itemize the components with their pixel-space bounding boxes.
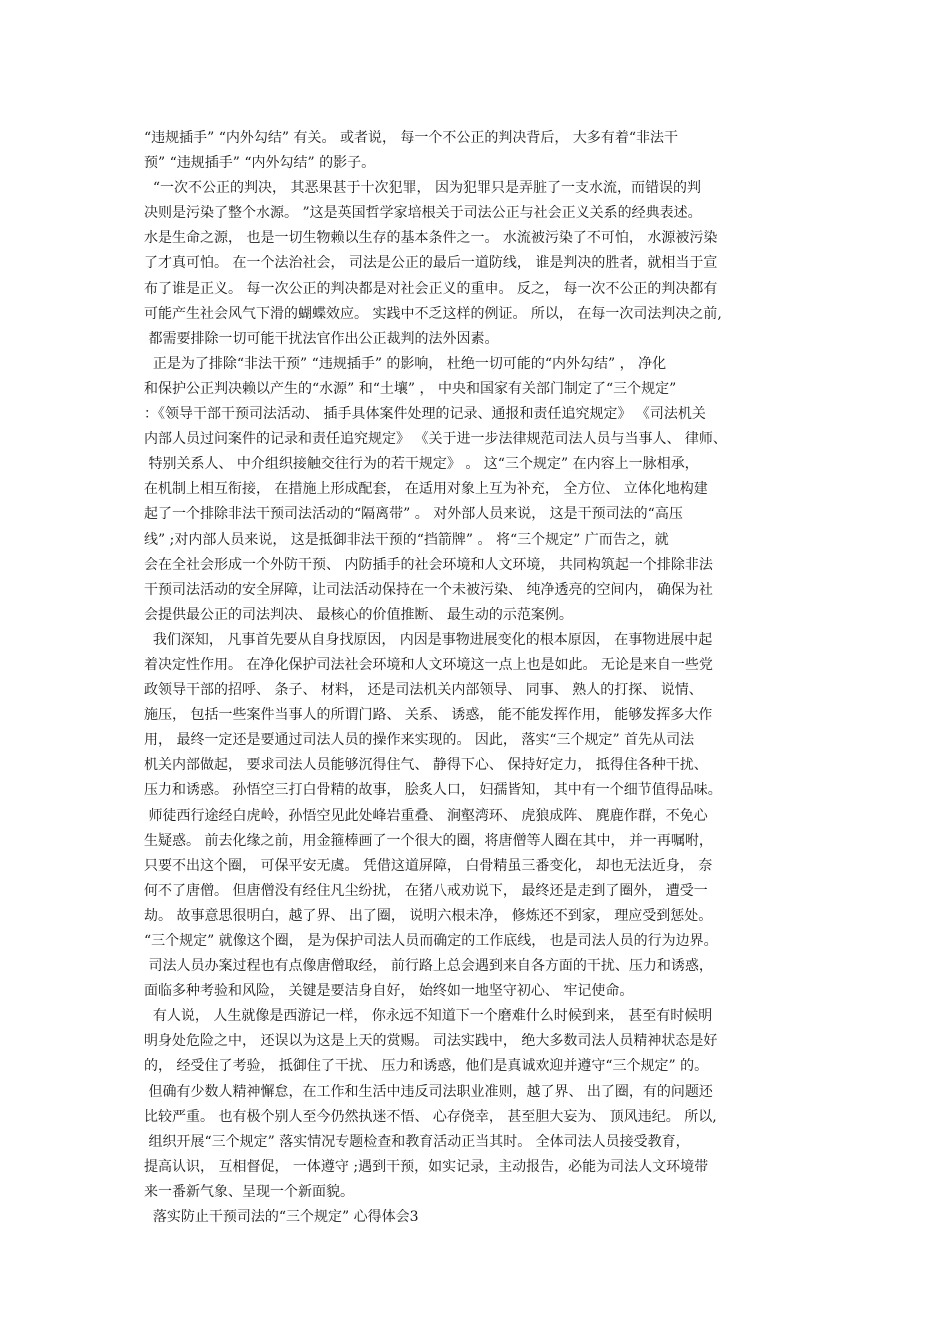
text-line: 机关内部做起， 要求司法人员能够沉得住气、 静得下心、 保持好定力， 抵得住各种干扰、: [144, 757, 708, 774]
text-line: 组织开展“三个规定” 落实情况专题检查和教育活动正当其时。 全体司法人员接受教育，: [144, 1133, 690, 1150]
text-line: 司法人员办案过程也有点像唐僧取经， 前行路上总会遇到来自各方面的干扰、压力和诱惑，: [144, 958, 713, 975]
text-line: 面临多种考验和风险， 关键是要洁身自好， 始终如一地坚守初心、 牢记使命。: [144, 983, 634, 1000]
text-line: 师徒西行途经白虎岭，孙悟空见此处峰岩重叠、 涧壑湾环、 虎狼成阵、 麂鹿作群，不免心: [144, 807, 708, 824]
text-line: 何不了唐僧。 但唐僧没有经住凡尘纷扰， 在猪八戒劝说下， 最终还是走到了圈外， 遭受一: [144, 882, 708, 899]
text-line: 决则是污染了整个水源。 ”这是英国哲学家培根关于司法公正与社会正义关系的经典表述。: [144, 205, 702, 222]
text-line: 内部人员过问案件的记录和责任追究规定》 《关于进一步法律规范司法人员与当事人、 律师、: [144, 431, 727, 448]
text-line: 的， 经受住了考验， 抵御住了干扰、 压力和诱惑，他们是真诚欢迎并遵守“三个规定” 的。: [144, 1058, 709, 1075]
text-line: 正是为了排除“非法干预” “违规插手” 的影响， 杜绝一切可能的“内外勾结” ， 净化: [144, 355, 667, 372]
text-line: 政领导干部的招呼、 条子、 材料， 还是司法机关内部领导、 同事、 熟人的打探、 说情、: [144, 682, 703, 699]
text-line: 会提供最公正的司法判决、 最核心的价值推断、 最生动的示范案例。: [144, 606, 573, 623]
text-line: 水是生命之源， 也是一切生物赖以生存的基本条件之一。 水流被污染了不可怕， 水源被污染: [144, 230, 718, 247]
text-line: 来一番新气象、呈现一个新面貌。: [144, 1183, 354, 1200]
text-line: 比较严重。 也有极个别人至今仍然执迷不悟、 心存侥幸， 甚至胆大妄为、 顶风违纪。 所以,: [144, 1108, 717, 1125]
text-line: 着决定性作用。 在净化保护司法社会环境和人文环境这一点上也是如此。 无论是来自一些党: [144, 656, 713, 673]
text-line: 起了一个排除非法干预司法活动的“隔离带” 。 对外部人员来说， 这是干预司法的“高压: [144, 506, 683, 523]
text-line: “一次不公正的判决， 其恶果甚于十次犯罪， 因为犯罪只是弄脏了一支水流，而错误的判: [144, 180, 701, 197]
text-line: 特别关系人、 中介组织接触交往行为的若干规定》 。 这“三个规定” 在内容上一脉相承，: [144, 456, 699, 473]
text-line: 施压， 包括一些案件当事人的所谓门路、 关系、 诱惑， 能不能发挥作用， 能够发挥多大作: [144, 707, 713, 724]
text-line: 只要不出这个圈， 可保平安无虞。 凭借这道屏障， 白骨精虽三番变化， 却也无法近身， 奈: [144, 857, 713, 874]
text-line: 了才真可怕。 在一个法治社会， 司法是公正的最后一道防线， 谁是判决的胜者，就相当于宣: [144, 255, 718, 272]
text-line: 用， 最终一定还是要通过司法人员的操作来实现的。 因此， 落实“三个规定” 首先从司法: [144, 732, 695, 749]
text-line: 压力和诱惑。 孙悟空三打白骨精的故事， 脍炙人口， 妇孺皆知， 其中有一个细节值得品味。: [144, 782, 722, 799]
text-line: 在机制上相互衔接， 在措施上形成配套， 在适用对象上互为补充， 全方位、 立体化地构建: [144, 481, 708, 498]
text-line: ：《领导干部干预司法活动、 插手具体案件处理的记录、通报和责任追究规定》 《司法机关: [144, 406, 706, 423]
text-line: 预” “违规插手” “内外勾结” 的影子。: [144, 155, 376, 172]
text-line: 布了谁是正义。 每一次公正的判决都是对社会正义的重申。 反之， 每一次不公正的判决都有: [144, 280, 718, 297]
text-line: 生疑惑。 前去化缘之前，用金箍棒画了一个很大的圈，将唐僧等人圈在其中， 并一再嘱咐，: [144, 832, 713, 849]
text-line: “违规插手” “内外勾结” 有关。 或者说， 每一个不公正的判决背后， 大多有着“非法干: [144, 130, 679, 146]
section-heading: 落实防止干预司法的“三个规定” 心得体会3: [144, 1209, 419, 1226]
text-line: 但确有少数人精神懈怠，在工作和生活中违反司法职业准则，越了界、 出了圈，有的问题还: [144, 1083, 713, 1100]
text-line: 提高认识， 互相督促， 一体遵守 ;遇到干预，如实记录，主动报告，必能为司法人文环境带: [144, 1158, 709, 1175]
text-line: 干预司法活动的安全屏障，让司法活动保持在一个未被污染、 纯净透亮的空间内， 确保为社: [144, 581, 713, 598]
text-line: 明身处危险之中， 还误以为这是上天的赏赐。 司法实践中， 绝大多数司法人员精神状态是好: [144, 1033, 718, 1050]
text-line: 可能产生社会风气下滑的蝴蝶效应。 实践中不乏这样的例证。 所以， 在每一次司法判决之前,: [144, 305, 722, 322]
text-line: 会在全社会形成一个外防干预、 内防插手的社会环境和人文环境， 共同构筑起一个排除非法: [144, 556, 713, 573]
text-line: 我们深知， 凡事首先要从自身找原因， 内因是事物进展变化的根本原因， 在事物进展中起: [144, 631, 713, 648]
text-line: 线” ;对内部人员来说， 这是抵御非法干预的“挡箭牌” 。 将“三个规定” 广而告之，就: [144, 531, 669, 548]
text-line: 都需要排除一切可能干扰法官作出公正裁判的法外因素。: [144, 330, 499, 347]
text-line: 有人说， 人生就像是西游记一样， 你永远不知道下一个磨难什么时候到来， 甚至有时候明: [144, 1008, 713, 1025]
text-line: 和保护公正判决赖以产生的“水源” 和“土壤” ， 中央和国家有关部门制定了“三个规定”: [144, 380, 677, 397]
body-text: [144, 126, 824, 1230]
text-line: “三个规定” 就像这个圈， 是为保护司法人员而确定的工作底线， 也是司法人员的行为边界。: [144, 933, 718, 949]
text-line: 劫。 故事意思很明白，越了界、 出了圈， 说明六根未净， 修炼还不到家， 理应受到惩处。: [144, 907, 713, 924]
